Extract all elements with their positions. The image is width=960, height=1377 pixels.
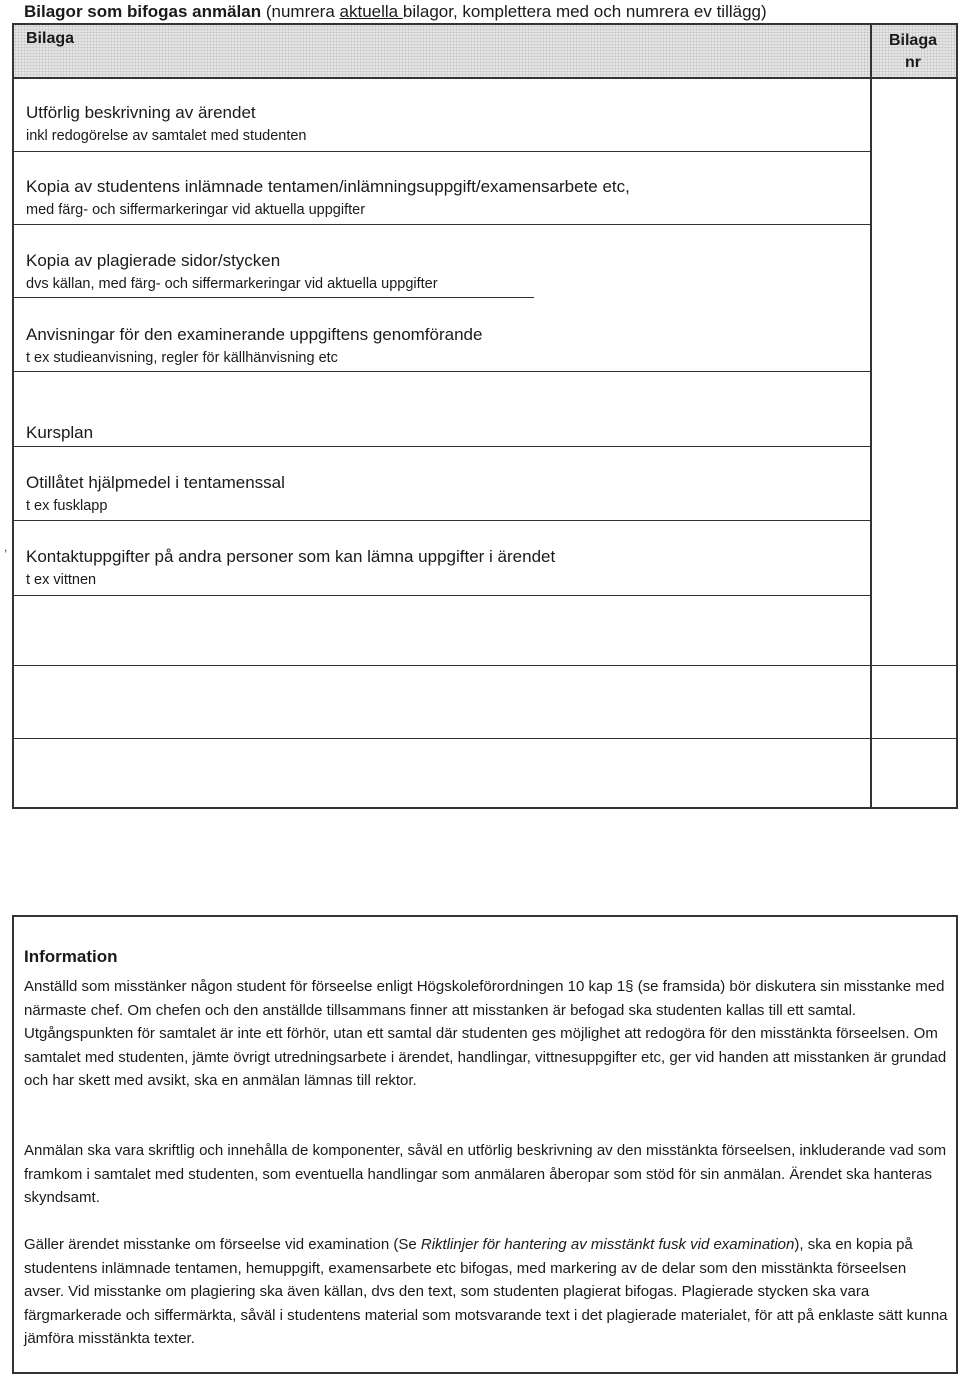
row-divider xyxy=(14,520,870,521)
row-subtitle: t ex fusklapp xyxy=(26,498,108,514)
header-number-line1: Bilaga xyxy=(888,32,937,49)
row-divider xyxy=(14,446,870,447)
row-divider xyxy=(14,738,956,739)
row-title: Otillåtet hjälpmedel i tentamenssal xyxy=(26,473,285,492)
row-title: Kontaktuppgifter på andra personer som kan lämna uppgifter i ärendet xyxy=(26,547,556,566)
row-title: Utförlig beskrivning av ärendet xyxy=(26,103,256,122)
row-subtitle: dvs källan, med färg- och siffermarkeringar vid aktuella uppgifter xyxy=(26,276,438,292)
row-title: Kopia av plagierade sidor/stycken xyxy=(26,251,281,270)
row-subtitle: t ex studieanvisning, regler för källhänvisning etc xyxy=(26,350,338,366)
row-title: Kopia av studentens inlämnade tentamen/inlämningsuppgift/examensarbete etc, xyxy=(26,177,630,196)
table-row xyxy=(26,101,856,147)
header-attachment-label: Bilaga xyxy=(26,30,75,47)
header-attachment-number-label xyxy=(882,30,944,74)
table-row xyxy=(26,471,856,517)
stray-mark: , xyxy=(4,540,8,554)
information-paragraph: Anmälan ska vara skriftlig och innehålla de komponenter, såväl en utförlig beskrivning av den misstänkta förseelsen, inkluderande vad som framkom i samtalet med studenten, som eventuella handlingar som anmälaren åberopar som stöd för sin anmälan. Ärendet ska hanteras skyndsamt. xyxy=(24,1142,947,1206)
paragraph-text: Gäller ärendet misstanke om förseelse vid examination (Se xyxy=(24,1236,421,1253)
guidelines-reference: Riktlinjer för hantering av misstänkt fusk vid examination xyxy=(420,1236,795,1253)
row-divider xyxy=(14,595,870,596)
row-subtitle: t ex vittnen xyxy=(26,572,97,588)
row-divider xyxy=(14,297,534,298)
information-box xyxy=(12,915,958,1374)
heading-note-part2: bilagor, komplettera med och numrera ev tillägg) xyxy=(402,2,767,21)
attachments-table xyxy=(12,23,958,809)
table-header-row xyxy=(14,25,956,79)
information-paragraph xyxy=(24,1233,950,1351)
heading-title: Bilagor som bifogas anmälan xyxy=(24,2,262,21)
row-divider xyxy=(14,224,870,225)
information-title: Information xyxy=(24,947,118,966)
row-divider xyxy=(14,371,870,372)
row-divider xyxy=(14,151,870,152)
information-paragraph: Anställd som misstänker någon student för förseelse enligt Högskoleförordningen 10 kap 1§ (se framsida) bör diskutera sin misstanke med närmaste chef. Om chefen och den anställde tillsammans finner att misstanken är befogad ska studenten kallas till ett samtal. Utgångspunkten för samtalet är inte ett förhör, utan ett samtal där studenten ges möjlighet att redogöra för den misstänkta förseelsen. Om samtalet med studenten, jämte övrigt utredningsarbete i ärendet, handlingar, vittnesuppgifter etc, ger vid handen att misstanken är grundad och har skett med avsikt, ska en anmälan lämnas till rektor. xyxy=(24,978,947,1089)
table-row xyxy=(26,421,856,445)
row-title: Kursplan xyxy=(26,423,94,442)
attachments-heading xyxy=(24,2,767,22)
heading-note-underlined: aktuella xyxy=(339,2,403,21)
column-divider xyxy=(870,25,872,807)
table-row xyxy=(26,545,856,591)
row-subtitle: med färg- och siffermarkeringar vid aktuella uppgifter xyxy=(26,202,366,218)
row-divider xyxy=(14,665,956,666)
table-row xyxy=(26,175,856,221)
row-subtitle: inkl redogörelse av samtalet med studenten xyxy=(26,128,307,144)
table-row xyxy=(26,323,856,369)
heading-note-part1: (numrera xyxy=(261,2,340,21)
header-number-line2: nr xyxy=(905,54,921,71)
paragraph-text: ), ska en kopia på studentens inlämnade tentamen, hemuppgift, examensarbete etc bifogas, med markering av de delar som den misstänkta förseelsen avser. Vid misstanke om plagiering ska även källan, dvs den text, som studenten plagierat bifogas. Plagierade stycken ska vara färgmarkerade och siffermärkta, såväl i studentens material som motsvarande text i det plagierade materialet, för att på enklaste sätt kunna jämföra misstänkta texter. xyxy=(24,1236,948,1347)
table-row xyxy=(26,249,856,295)
row-title: Anvisningar för den examinerande uppgiftens genomförande xyxy=(26,325,483,344)
